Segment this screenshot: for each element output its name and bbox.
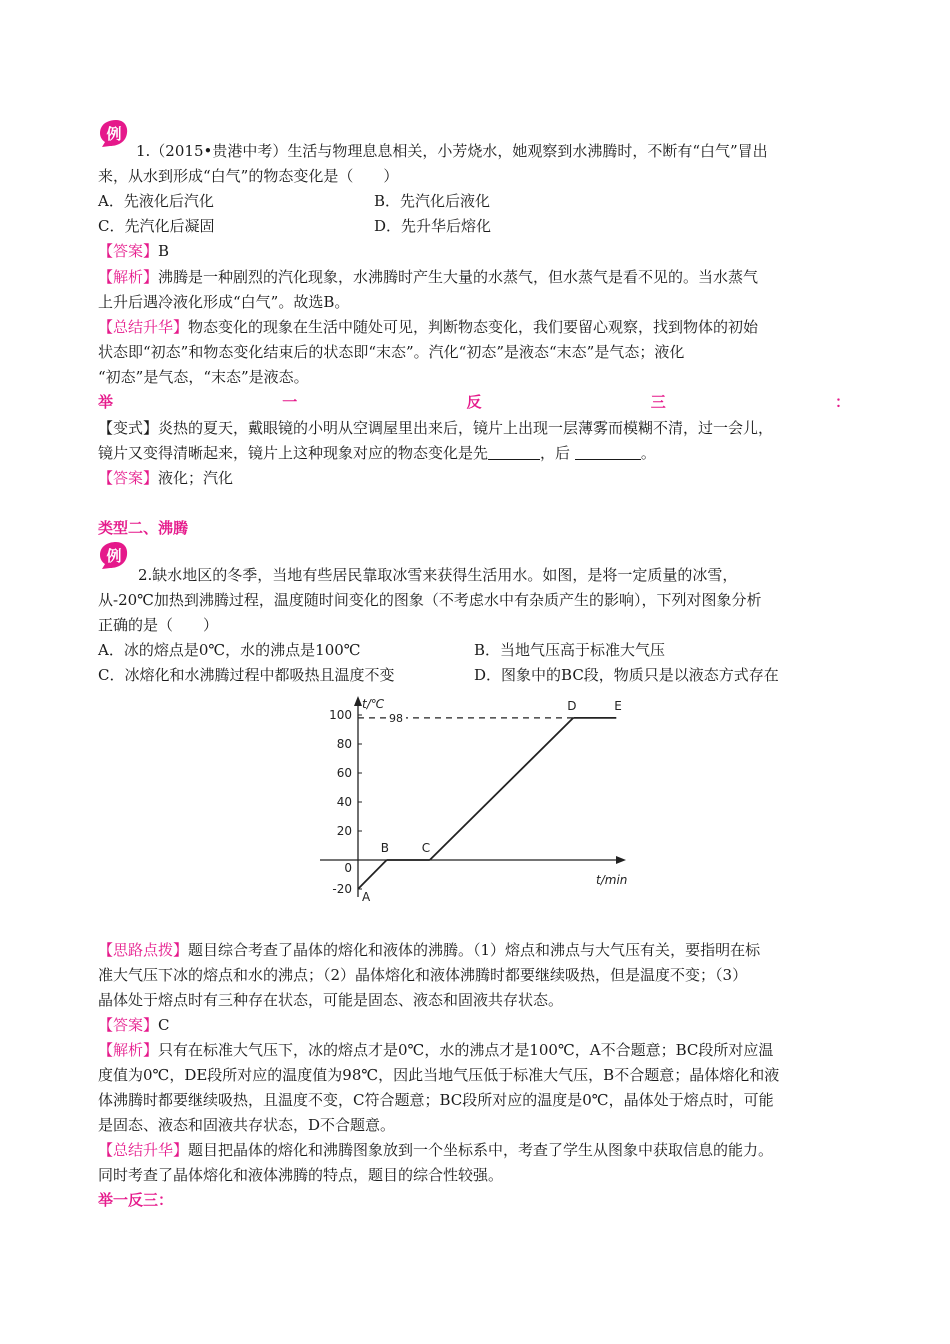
- example1-analysis-line1: [98, 265, 858, 290]
- jyfs-heading-1: [98, 390, 850, 415]
- segment-CD: [430, 718, 574, 860]
- point-label-C: C: [421, 841, 431, 855]
- variant-line1: [98, 416, 858, 441]
- example-badge-icon: [96, 118, 130, 148]
- example2-hint-line3: 晶体处于熔点时有三种存在状态，可能是固态、液态和固液共存状态。: [98, 991, 564, 1009]
- example2-answer: [98, 1013, 858, 1038]
- example1-summary-line2: 状态即“初态”和物态变化结束后的状态即“末态”。汽化“初态”是液态“末态”是气态；液化: [98, 343, 685, 361]
- dashed-guide-label: 98: [389, 711, 403, 725]
- variant-text-2b: ，后: [540, 444, 571, 462]
- example2-option-b: B．当地气压高于标准大气压: [474, 641, 666, 659]
- example2-analysis-line1: [98, 1038, 858, 1063]
- blank-1[interactable]: [488, 445, 540, 460]
- blank-2[interactable]: [575, 445, 641, 460]
- example1-option-a: A．先液化后汽化: [98, 192, 214, 210]
- y-axis-label: t/℃: [362, 697, 385, 711]
- jyfs-char-4: 三: [650, 393, 666, 411]
- y-tick-label: -20: [332, 882, 352, 896]
- example2-analysis-line3: 体沸腾时都要继续吸热，且温度不变，C符合题意；BC段所对应的温度是0℃，晶体处于熔点时，可能: [98, 1091, 774, 1109]
- example1-summary-line3: “初态”是气态，“末态”是液态。: [98, 368, 309, 386]
- example1-question-line1: 1.（2015•贵港中考）生活与物理息息相关，小芳烧水，她观察到水沸腾时，不断有“白气”冒出: [136, 142, 768, 160]
- variant-text-2c: 。: [640, 444, 656, 462]
- chart-marks: [358, 699, 622, 904]
- analysis-tag: 【解析】: [98, 1041, 159, 1059]
- example1-summary-line1: [98, 315, 858, 340]
- example-badge-text: 例: [106, 125, 122, 143]
- jyfs-char-5: ：: [834, 393, 850, 411]
- example2-question-line2: 从-20℃加热到沸腾过程，温度随时间变化的图象（不考虑水中有杂质产生的影响），下列对图象分析: [98, 591, 762, 609]
- example2-option-a: A．冰的熔点是0℃，水的沸点是100℃: [98, 641, 361, 659]
- summary-text: 物态变化的现象在生活中随处可见，判断物态变化，我们要留心观察，找到物体的初始: [188, 318, 759, 336]
- variant-line2: [98, 441, 858, 466]
- y-tick-label: 20: [336, 824, 352, 838]
- y-tick-label: 40: [336, 795, 352, 809]
- x-axis-label: t/min: [596, 873, 628, 887]
- chart-ticks: [329, 708, 362, 896]
- analysis-tag: 【解析】: [98, 268, 159, 286]
- example2-hint-line2: 准大气压下冰的熔点和水的沸点；（2）晶体熔化和液体沸腾时都要继续吸热，但是温度不变；（3）: [98, 966, 748, 984]
- hint-tag: 【思路点拨】: [98, 941, 189, 959]
- y-tick-label: 0: [344, 861, 352, 875]
- point-label-B: B: [380, 841, 389, 855]
- example1-option-d: D．先升华后熔化: [374, 217, 492, 235]
- summary-tag: 【总结升华】: [98, 318, 189, 336]
- example1-option-c: C．先汽化后凝固: [98, 217, 215, 235]
- hint-text: 题目综合考查了晶体的熔化和液体的沸腾。（1）熔点和沸点与大气压有关，要指明在标: [188, 941, 761, 959]
- example1-analysis-line2: 上升后遇冷液化形成“白气”。故选B。: [98, 293, 350, 311]
- variant-answer-tag: 【答案】: [98, 469, 159, 487]
- variant-text: 炎热的夏天，戴眼镜的小明从空调屋里出来后，镜片上出现一层薄雾而模糊不清，过一会儿，: [158, 419, 774, 437]
- example2-hint-line1: [98, 938, 858, 963]
- temperature-time-chart: [300, 688, 650, 920]
- y-axis-arrow: [354, 696, 362, 706]
- variant-tag: 【变式】: [98, 419, 159, 437]
- example2-analysis-line2: 度值为0℃，DE段所对应的温度值为98℃，因此当地气压低于标准大气压，B不合题意；晶体熔化和液: [98, 1066, 780, 1084]
- example2-summary-line1: [98, 1138, 858, 1163]
- summary-tag: 【总结升华】: [98, 1141, 189, 1159]
- example1-question-line2: 来，从水到形成“白气”的物态变化是（ ）: [98, 167, 399, 185]
- analysis-text: 沸腾是一种剧烈的汽化现象，水沸腾时产生大量的水蒸气，但水蒸气是看不见的。当水蒸气: [158, 268, 759, 286]
- segment-AB: [358, 860, 387, 889]
- example1-option-b: B．先汽化后液化: [374, 192, 491, 210]
- example-badge-text: 例: [106, 547, 122, 565]
- y-tick-label: 60: [336, 766, 352, 780]
- y-tick-label: 80: [336, 737, 352, 751]
- point-label-D: D: [567, 698, 577, 713]
- answer-value: C: [158, 1016, 170, 1034]
- analysis-text: 只有在标准大气压下，冰的熔点才是0℃，水的沸点才是100℃，A不合题意；BC段所对应温: [158, 1041, 774, 1059]
- answer-tag: 【答案】: [98, 242, 159, 260]
- point-label-E: E: [614, 698, 622, 713]
- example1-answer: [98, 239, 858, 264]
- example-badge-icon: [96, 540, 130, 570]
- answer-value: B: [158, 242, 170, 260]
- jyfs-char-1: 举: [98, 393, 114, 411]
- jyfs-char-3: 反: [466, 393, 482, 411]
- chart-axes: [320, 696, 627, 897]
- x-axis-arrow: [616, 856, 626, 864]
- example2-analysis-line4: 是固态、液态和固液共存状态，D不合题意。: [98, 1116, 396, 1134]
- variant-answer-value: 液化；汽化: [158, 469, 234, 487]
- example2-question-line3: 正确的是（ ）: [98, 616, 219, 634]
- jyfs-char-2: 一: [282, 393, 298, 411]
- variant-answer: [98, 466, 858, 491]
- variant-text-2a: 镜片又变得清晰起来，镜片上这种现象对应的物态变化是先: [98, 444, 489, 462]
- example2-question-line1: 2.缺水地区的冬季，当地有些居民靠取冰雪来获得生活用水。如图，是将一定质量的冰雪，: [138, 566, 738, 584]
- summary-text: 题目把晶体的熔化和沸腾图象放到一个坐标系中，考查了学生从图象中获取信息的能力。: [188, 1141, 774, 1159]
- example2-option-c: C．冰熔化和水沸腾过程中都吸热且温度不变: [98, 666, 395, 684]
- point-label-A: A: [362, 890, 371, 904]
- example2-summary-line2: 同时考查了晶体熔化和液体沸腾的特点，题目的综合性较强。: [98, 1166, 504, 1184]
- example2-option-d: D．图象中的BC段，物质只是以液态方式存在: [474, 666, 779, 684]
- y-tick-label: 100: [329, 708, 352, 722]
- jyfs-heading-2: 举一反三：: [98, 1191, 174, 1209]
- section-title: 类型二、沸腾: [98, 519, 189, 537]
- answer-tag: 【答案】: [98, 1016, 159, 1034]
